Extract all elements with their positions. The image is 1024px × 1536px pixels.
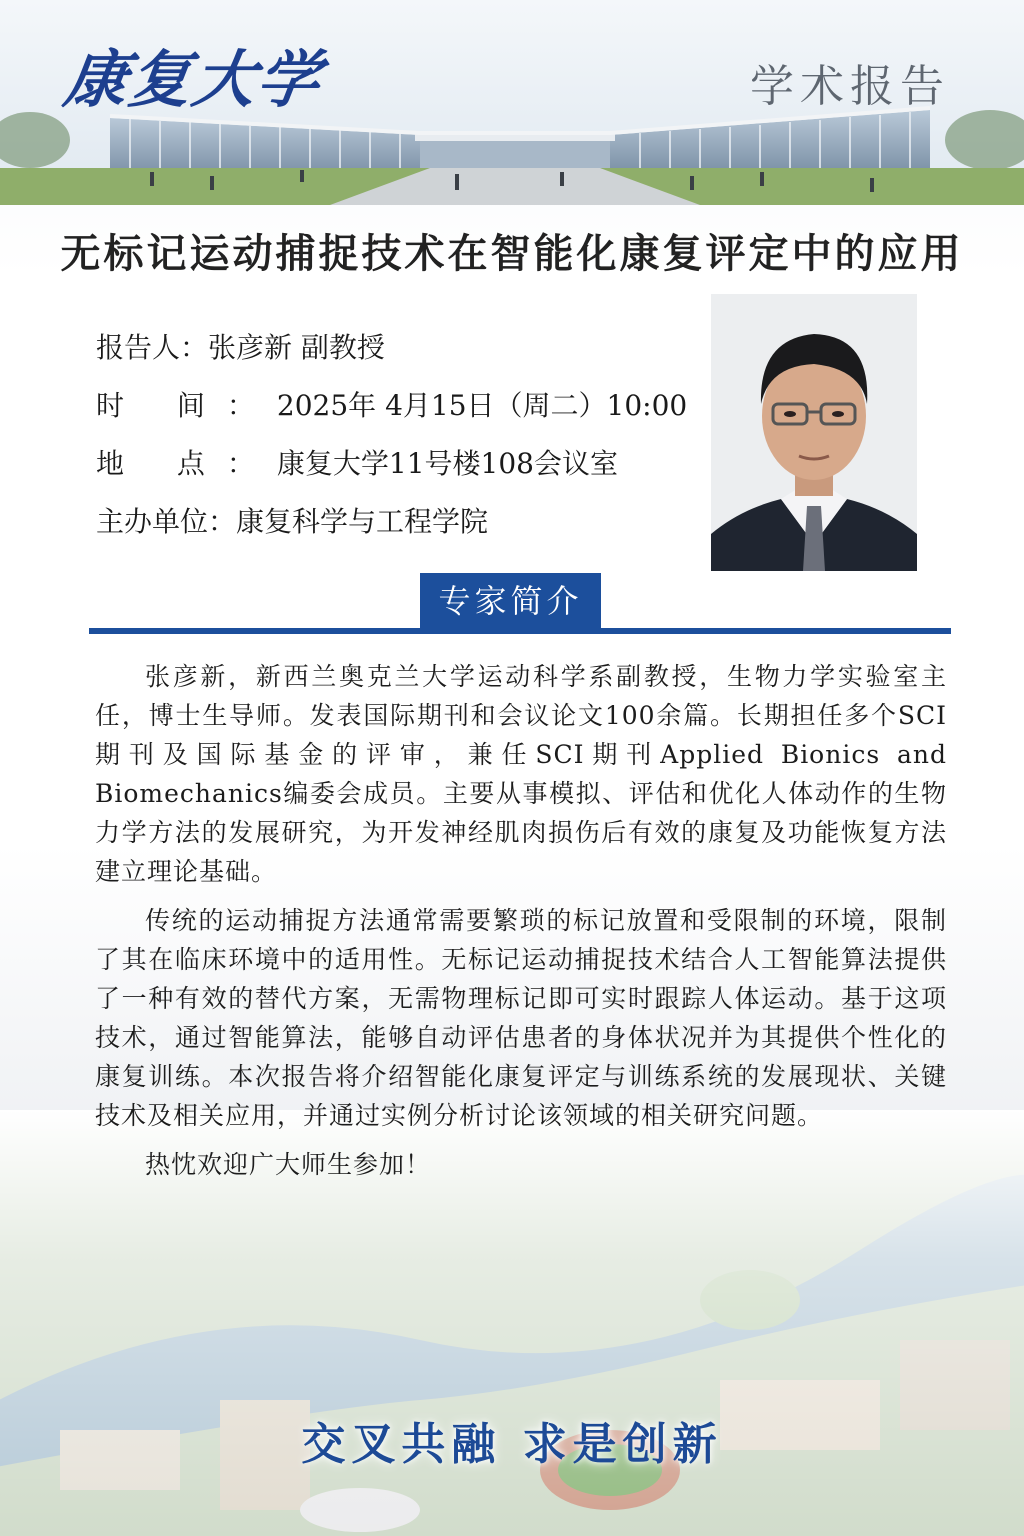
speaker-photo xyxy=(711,294,917,571)
host-value: 康复科学与工程学院 xyxy=(236,505,489,538)
info-block xyxy=(96,322,687,554)
host-label: 主办单位： xyxy=(96,505,237,538)
page-title: 无标记运动捕捉技术在智能化康复评定中的应用 xyxy=(60,230,964,277)
speaker-row xyxy=(96,322,687,380)
place-row xyxy=(96,438,687,496)
host-row xyxy=(96,496,687,554)
speaker-value: 张彦新 副教授 xyxy=(208,331,385,364)
place-value: 康复大学11号楼108会议室 xyxy=(276,447,618,480)
speaker-label: 报告人： xyxy=(96,331,209,364)
bio-paragraph-2: 传统的运动捕捉方法通常需要繁琐的标记放置和受限制的环境，限制了其在临床环境中的适用性。无标记运动捕捉技术结合人工智能算法提供了一种有效的替代方案，无需物理标记即可实时跟踪人体运动。基于这项技术，通过智能算法，能够自动评估患者的身体状况并为其提供个性化的康复训练。本次报告将介绍智能化康复评定与训练系统的发展现状、关键技术及相关应用，并通过实例分析讨论该领域的相关研究问题。 xyxy=(95,906,947,1130)
portrait-illustration xyxy=(711,294,917,571)
bio-paragraph-1: 张彦新，新西兰奥克兰大学运动科学系副教授，生物力学实验室主任，博士生导师。发表国际期刊和会议论文100余篇。长期担任多个SCI期刊及国际基金的评审，兼任SCI期刊Applied Bionics and Biomechanics编委会成员。主要从事模拟、评估和优化人体动作的生物力学方法的发展研究，为开发神经肌肉损伤后有效的康复及功能恢复方法建立理论基础。 xyxy=(95,662,947,886)
section-title: 专家简介 xyxy=(420,573,601,629)
motto: 交叉共融 求是创新 xyxy=(301,1419,723,1470)
bio-text xyxy=(95,657,947,1184)
time-row xyxy=(96,380,687,438)
place-label: 地 点： xyxy=(96,447,277,480)
time-value: 2025年 4月15日（周二）10:00 xyxy=(276,389,688,422)
header-banner xyxy=(0,0,1024,205)
university-logo: 康复大学 xyxy=(60,43,327,116)
time-label: 时 间： xyxy=(96,389,277,422)
bio-paragraph-3: 热忱欢迎广大师生参加！ xyxy=(145,1150,432,1179)
report-tag: 学术报告 xyxy=(750,61,950,112)
